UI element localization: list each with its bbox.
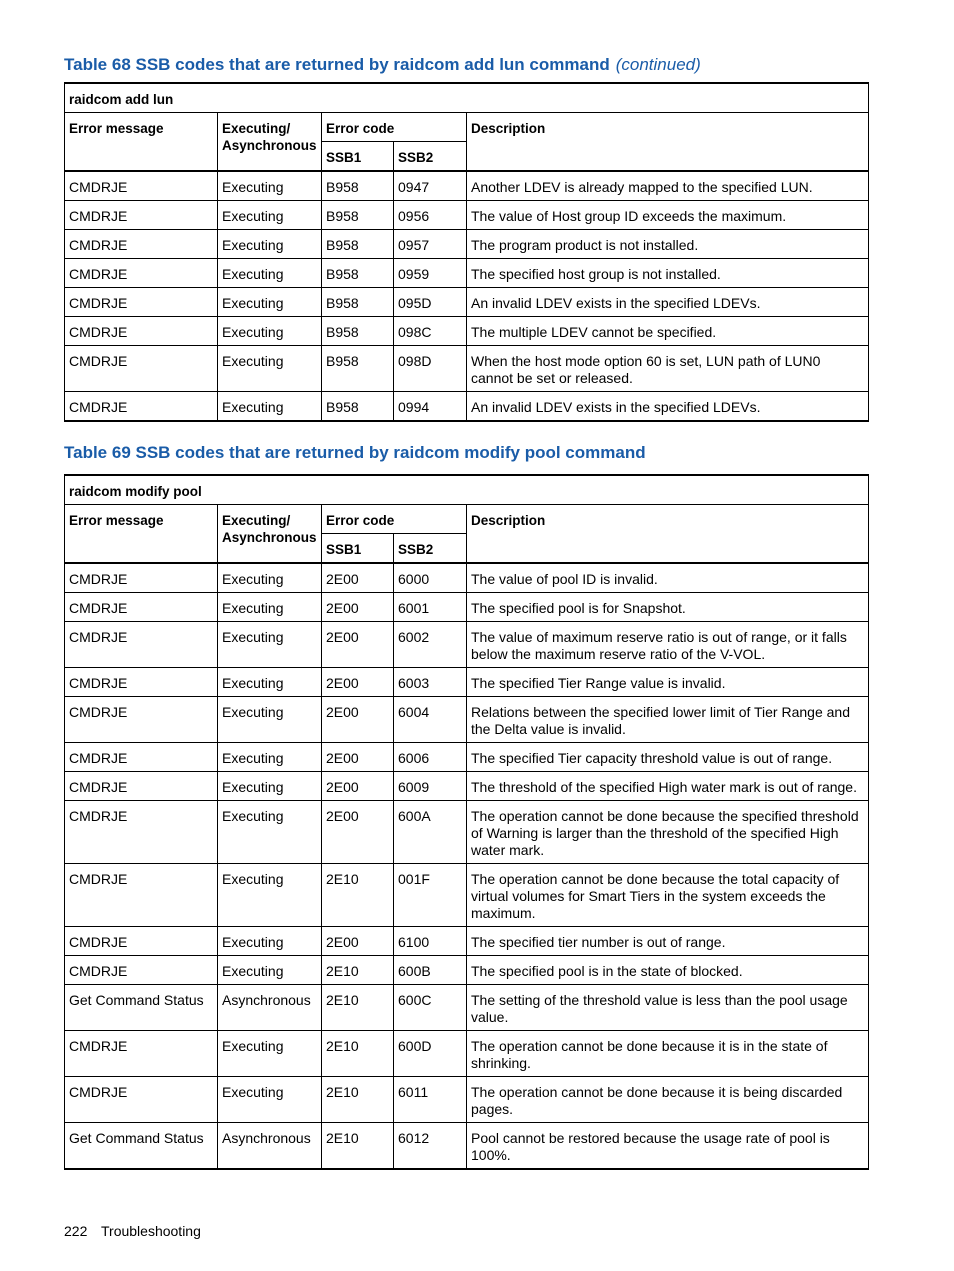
- ssb1-cell: B958: [322, 230, 394, 259]
- table-row: [65, 697, 869, 743]
- error-message-cell: CMDRJE: [65, 317, 218, 346]
- ssb1-cell: 2E10: [322, 1077, 394, 1123]
- description-cell: The specified tier number is out of range.: [467, 927, 869, 956]
- executing-cell: Executing: [218, 864, 322, 927]
- executing-cell: Executing: [218, 772, 322, 801]
- ssb1-cell: 2E00: [322, 563, 394, 593]
- error-message-cell: CMDRJE: [65, 259, 218, 288]
- ssb1-cell: 2E10: [322, 1031, 394, 1077]
- description-cell: The specified pool is for Snapshot.: [467, 593, 869, 622]
- executing-cell: Executing: [218, 593, 322, 622]
- table-68: [64, 82, 869, 422]
- executing-header: Executing/ Asynchronous: [218, 505, 322, 564]
- description-cell: The operation cannot be done because the specified threshold of Warning is larger than the threshold of the specified High water mark.: [467, 801, 869, 864]
- ssb1-cell: 2E00: [322, 593, 394, 622]
- description-cell: Pool cannot be restored because the usage rate of pool is 100%.: [467, 1123, 869, 1170]
- ssb1-cell: 2E00: [322, 927, 394, 956]
- page-footer: [64, 1223, 201, 1239]
- description-cell: The multiple LDEV cannot be specified.: [467, 317, 869, 346]
- table-row: [65, 288, 869, 317]
- ssb2-cell: 6000: [394, 563, 467, 593]
- table-row: [65, 622, 869, 668]
- ssb2-cell: 6004: [394, 697, 467, 743]
- table-69-title: Table 69 SSB codes that are returned by raidcom modify pool command: [64, 443, 646, 462]
- table-row: [65, 317, 869, 346]
- ssb1-cell: 2E10: [322, 864, 394, 927]
- table-row: [65, 801, 869, 864]
- ssb2-cell: 098C: [394, 317, 467, 346]
- error-message-header: Error message: [65, 113, 218, 172]
- ssb2-cell: 6012: [394, 1123, 467, 1170]
- ssb2-cell: 6003: [394, 668, 467, 697]
- table-row: [65, 668, 869, 697]
- description-cell: The operation cannot be done because the total capacity of virtual volumes for Smart Tiers in the system exceeds the maximum.: [467, 864, 869, 927]
- error-code-header: Error code: [322, 505, 467, 534]
- error-message-cell: CMDRJE: [65, 743, 218, 772]
- ssb1-cell: B958: [322, 317, 394, 346]
- table-68-command-header: raidcom add lun: [65, 83, 869, 113]
- executing-cell: Executing: [218, 259, 322, 288]
- description-cell: The threshold of the specified High water mark is out of range.: [467, 772, 869, 801]
- table-68-caption: [64, 55, 701, 75]
- executing-cell: Executing: [218, 230, 322, 259]
- table-69: [64, 474, 869, 1170]
- table-row: [65, 927, 869, 956]
- ssb1-cell: 2E10: [322, 1123, 394, 1170]
- error-message-cell: CMDRJE: [65, 392, 218, 422]
- table-row: [65, 772, 869, 801]
- description-cell: The operation cannot be done because it is being discarded pages.: [467, 1077, 869, 1123]
- description-cell: The value of maximum reserve ratio is out of range, or it falls below the maximum reserve ratio of the V-VOL.: [467, 622, 869, 668]
- error-message-header: Error message: [65, 505, 218, 564]
- error-message-cell: CMDRJE: [65, 346, 218, 392]
- table-row: [65, 346, 869, 392]
- error-message-cell: CMDRJE: [65, 1077, 218, 1123]
- error-message-cell: CMDRJE: [65, 1031, 218, 1077]
- ssb2-cell: 0959: [394, 259, 467, 288]
- error-message-cell: CMDRJE: [65, 956, 218, 985]
- table-68-title: Table 68 SSB codes that are returned by raidcom add lun command: [64, 55, 610, 74]
- ssb1-cell: B958: [322, 259, 394, 288]
- table-row: [65, 1123, 869, 1170]
- ssb1-cell: 2E00: [322, 772, 394, 801]
- ssb2-cell: 6009: [394, 772, 467, 801]
- ssb1-cell: B958: [322, 171, 394, 201]
- error-message-cell: Get Command Status: [65, 985, 218, 1031]
- error-message-cell: CMDRJE: [65, 622, 218, 668]
- ssb1-header: SSB1: [322, 142, 394, 172]
- ssb2-cell: 600B: [394, 956, 467, 985]
- ssb1-cell: B958: [322, 392, 394, 422]
- error-message-cell: CMDRJE: [65, 593, 218, 622]
- ssb2-cell: 0994: [394, 392, 467, 422]
- executing-cell: Executing: [218, 801, 322, 864]
- ssb2-cell: 6006: [394, 743, 467, 772]
- ssb1-cell: 2E10: [322, 956, 394, 985]
- executing-cell: Executing: [218, 201, 322, 230]
- ssb2-cell: 6011: [394, 1077, 467, 1123]
- error-message-cell: CMDRJE: [65, 288, 218, 317]
- executing-cell: Executing: [218, 1077, 322, 1123]
- description-cell: The program product is not installed.: [467, 230, 869, 259]
- description-cell: An invalid LDEV exists in the specified LDEVs.: [467, 392, 869, 422]
- ssb1-cell: 2E00: [322, 668, 394, 697]
- page-number: 222: [64, 1223, 88, 1239]
- table-row: [65, 201, 869, 230]
- ssb2-cell: 0957: [394, 230, 467, 259]
- description-cell: An invalid LDEV exists in the specified LDEVs.: [467, 288, 869, 317]
- table-68-body: [65, 171, 869, 421]
- ssb2-cell: 095D: [394, 288, 467, 317]
- description-cell: Another LDEV is already mapped to the specified LUN.: [467, 171, 869, 201]
- ssb2-cell: 600A: [394, 801, 467, 864]
- ssb1-cell: B958: [322, 201, 394, 230]
- error-message-cell: Get Command Status: [65, 1123, 218, 1170]
- description-cell: The operation cannot be done because it is in the state of shrinking.: [467, 1031, 869, 1077]
- ssb2-cell: 600C: [394, 985, 467, 1031]
- table-69-caption: [64, 443, 646, 463]
- error-message-cell: CMDRJE: [65, 801, 218, 864]
- table-row: [65, 230, 869, 259]
- error-message-cell: CMDRJE: [65, 201, 218, 230]
- ssb2-cell: 600D: [394, 1031, 467, 1077]
- table-row: [65, 864, 869, 927]
- ssb2-cell: 0947: [394, 171, 467, 201]
- error-message-cell: CMDRJE: [65, 230, 218, 259]
- table-row: [65, 985, 869, 1031]
- table-68-continued: (continued): [615, 55, 701, 74]
- executing-cell: Executing: [218, 171, 322, 201]
- error-code-header: Error code: [322, 113, 467, 142]
- executing-header: Executing/ Asynchronous: [218, 113, 322, 172]
- ssb2-cell: 0956: [394, 201, 467, 230]
- ssb1-cell: 2E10: [322, 985, 394, 1031]
- description-cell: The value of pool ID is invalid.: [467, 563, 869, 593]
- description-header: Description: [467, 505, 869, 564]
- table-row: [65, 259, 869, 288]
- table-row: [65, 1077, 869, 1123]
- executing-cell: Executing: [218, 346, 322, 392]
- ssb2-cell: 6002: [394, 622, 467, 668]
- table-row: [65, 563, 869, 593]
- ssb1-cell: 2E00: [322, 622, 394, 668]
- table-row: [65, 171, 869, 201]
- executing-cell: Executing: [218, 317, 322, 346]
- ssb2-header: SSB2: [394, 534, 467, 564]
- ssb1-cell: 2E00: [322, 801, 394, 864]
- executing-cell: Executing: [218, 927, 322, 956]
- ssb1-cell: B958: [322, 346, 394, 392]
- description-cell: The value of Host group ID exceeds the maximum.: [467, 201, 869, 230]
- ssb2-cell: 6100: [394, 927, 467, 956]
- table-69-command-header: raidcom modify pool: [65, 475, 869, 505]
- ssb2-cell: 6001: [394, 593, 467, 622]
- executing-cell: Executing: [218, 622, 322, 668]
- table-row: [65, 1031, 869, 1077]
- description-header: Description: [467, 113, 869, 172]
- executing-cell: Asynchronous: [218, 1123, 322, 1170]
- executing-cell: Executing: [218, 697, 322, 743]
- table-row: [65, 392, 869, 422]
- description-cell: The setting of the threshold value is less than the pool usage value.: [467, 985, 869, 1031]
- executing-cell: Executing: [218, 288, 322, 317]
- executing-cell: Executing: [218, 563, 322, 593]
- executing-cell: Executing: [218, 1031, 322, 1077]
- ssb1-cell: 2E00: [322, 697, 394, 743]
- table-row: [65, 743, 869, 772]
- error-message-cell: CMDRJE: [65, 563, 218, 593]
- table-row: [65, 956, 869, 985]
- executing-cell: Executing: [218, 392, 322, 422]
- error-message-cell: CMDRJE: [65, 697, 218, 743]
- executing-cell: Executing: [218, 956, 322, 985]
- table-row: [65, 593, 869, 622]
- error-message-cell: CMDRJE: [65, 668, 218, 697]
- executing-cell: Executing: [218, 668, 322, 697]
- description-cell: The specified host group is not installed.: [467, 259, 869, 288]
- executing-cell: Executing: [218, 743, 322, 772]
- error-message-cell: CMDRJE: [65, 927, 218, 956]
- error-message-cell: CMDRJE: [65, 171, 218, 201]
- description-cell: Relations between the specified lower limit of Tier Range and the Delta value is invalid.: [467, 697, 869, 743]
- ssb1-cell: 2E00: [322, 743, 394, 772]
- ssb2-cell: 001F: [394, 864, 467, 927]
- ssb1-cell: B958: [322, 288, 394, 317]
- table-69-body: [65, 563, 869, 1169]
- error-message-cell: CMDRJE: [65, 864, 218, 927]
- footer-section: Troubleshooting: [101, 1223, 201, 1239]
- ssb1-header: SSB1: [322, 534, 394, 564]
- ssb2-header: SSB2: [394, 142, 467, 172]
- description-cell: The specified Tier capacity threshold value is out of range.: [467, 743, 869, 772]
- error-message-cell: CMDRJE: [65, 772, 218, 801]
- description-cell: The specified Tier Range value is invalid.: [467, 668, 869, 697]
- executing-cell: Asynchronous: [218, 985, 322, 1031]
- description-cell: When the host mode option 60 is set, LUN path of LUN0 cannot be set or released.: [467, 346, 869, 392]
- description-cell: The specified pool is in the state of blocked.: [467, 956, 869, 985]
- ssb2-cell: 098D: [394, 346, 467, 392]
